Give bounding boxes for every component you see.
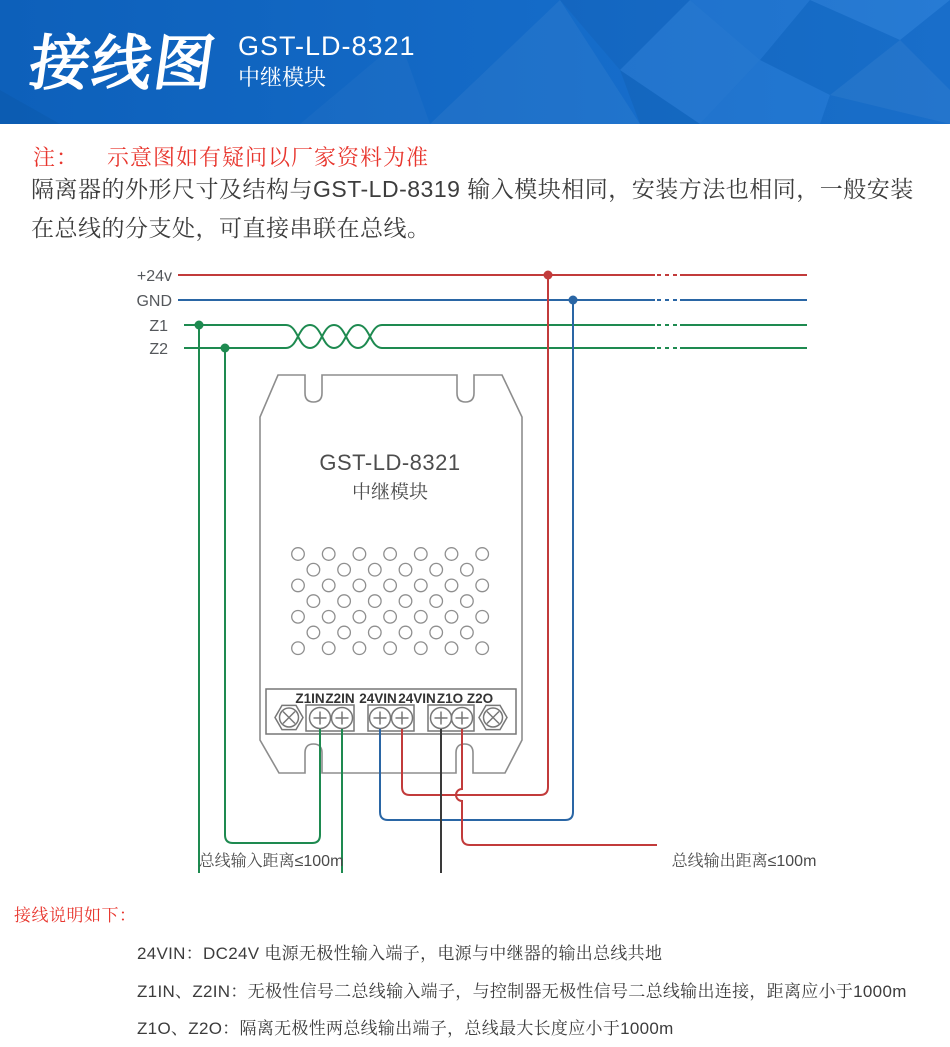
output-distance-label: 总线输出距离≤100m bbox=[671, 853, 817, 870]
terminal-label-z2o: Z2O bbox=[466, 691, 494, 706]
bus-labels bbox=[136, 268, 172, 358]
legend-item: 24VIN：DC24V 电源无极性输入端子，电源与中继器的输出总线共地 bbox=[137, 944, 663, 963]
signal-bus-lines bbox=[184, 325, 807, 348]
terminal-label-z1o: Z1O bbox=[436, 691, 464, 706]
model-number: GST-LD-8321 bbox=[238, 31, 416, 61]
note-warning: 示意图如有疑问以厂家资料为准 bbox=[107, 145, 430, 170]
terminal-label-24vin-1: 24VIN bbox=[359, 691, 397, 706]
note-prefix: 注： bbox=[33, 145, 80, 170]
terminal-label-z1in: Z1IN bbox=[295, 691, 325, 706]
note-description: 隔离器的外形尺寸及结构与GST-LD-8319 输入模块相同，安装方法也相同，一般安装在总线的分支处，可直接串联在总线。 bbox=[31, 176, 914, 241]
bus-label-24v: +24v bbox=[136, 268, 172, 285]
legend-heading: 接线说明如下： bbox=[14, 906, 137, 925]
legend-item: Z1IN、Z2IN：无极性信号二总线输入端子，与控制器无极性信号二总线输出连接，距离应小于1000m bbox=[137, 982, 907, 1001]
bus-label-z1: Z1 bbox=[149, 318, 168, 335]
module-model-text: GST-LD-8321 bbox=[319, 450, 461, 475]
module-name: 中继模块 bbox=[238, 65, 327, 90]
bus-label-z2: Z2 bbox=[149, 341, 168, 358]
legend-item: Z1O、Z2O：隔离无极性两总线输出端子，总线最大长度应小于1000m bbox=[137, 1019, 674, 1038]
terminal-label-24vin-2: 24VIN bbox=[398, 691, 436, 706]
terminal-label-z2in: Z2IN bbox=[325, 691, 355, 706]
module-name-text: 中继模块 bbox=[351, 482, 429, 503]
page-title: 接线图 bbox=[25, 30, 221, 97]
bus-label-gnd: GND bbox=[136, 293, 172, 310]
input-distance-label: 总线输入距离≤100m bbox=[198, 853, 344, 870]
